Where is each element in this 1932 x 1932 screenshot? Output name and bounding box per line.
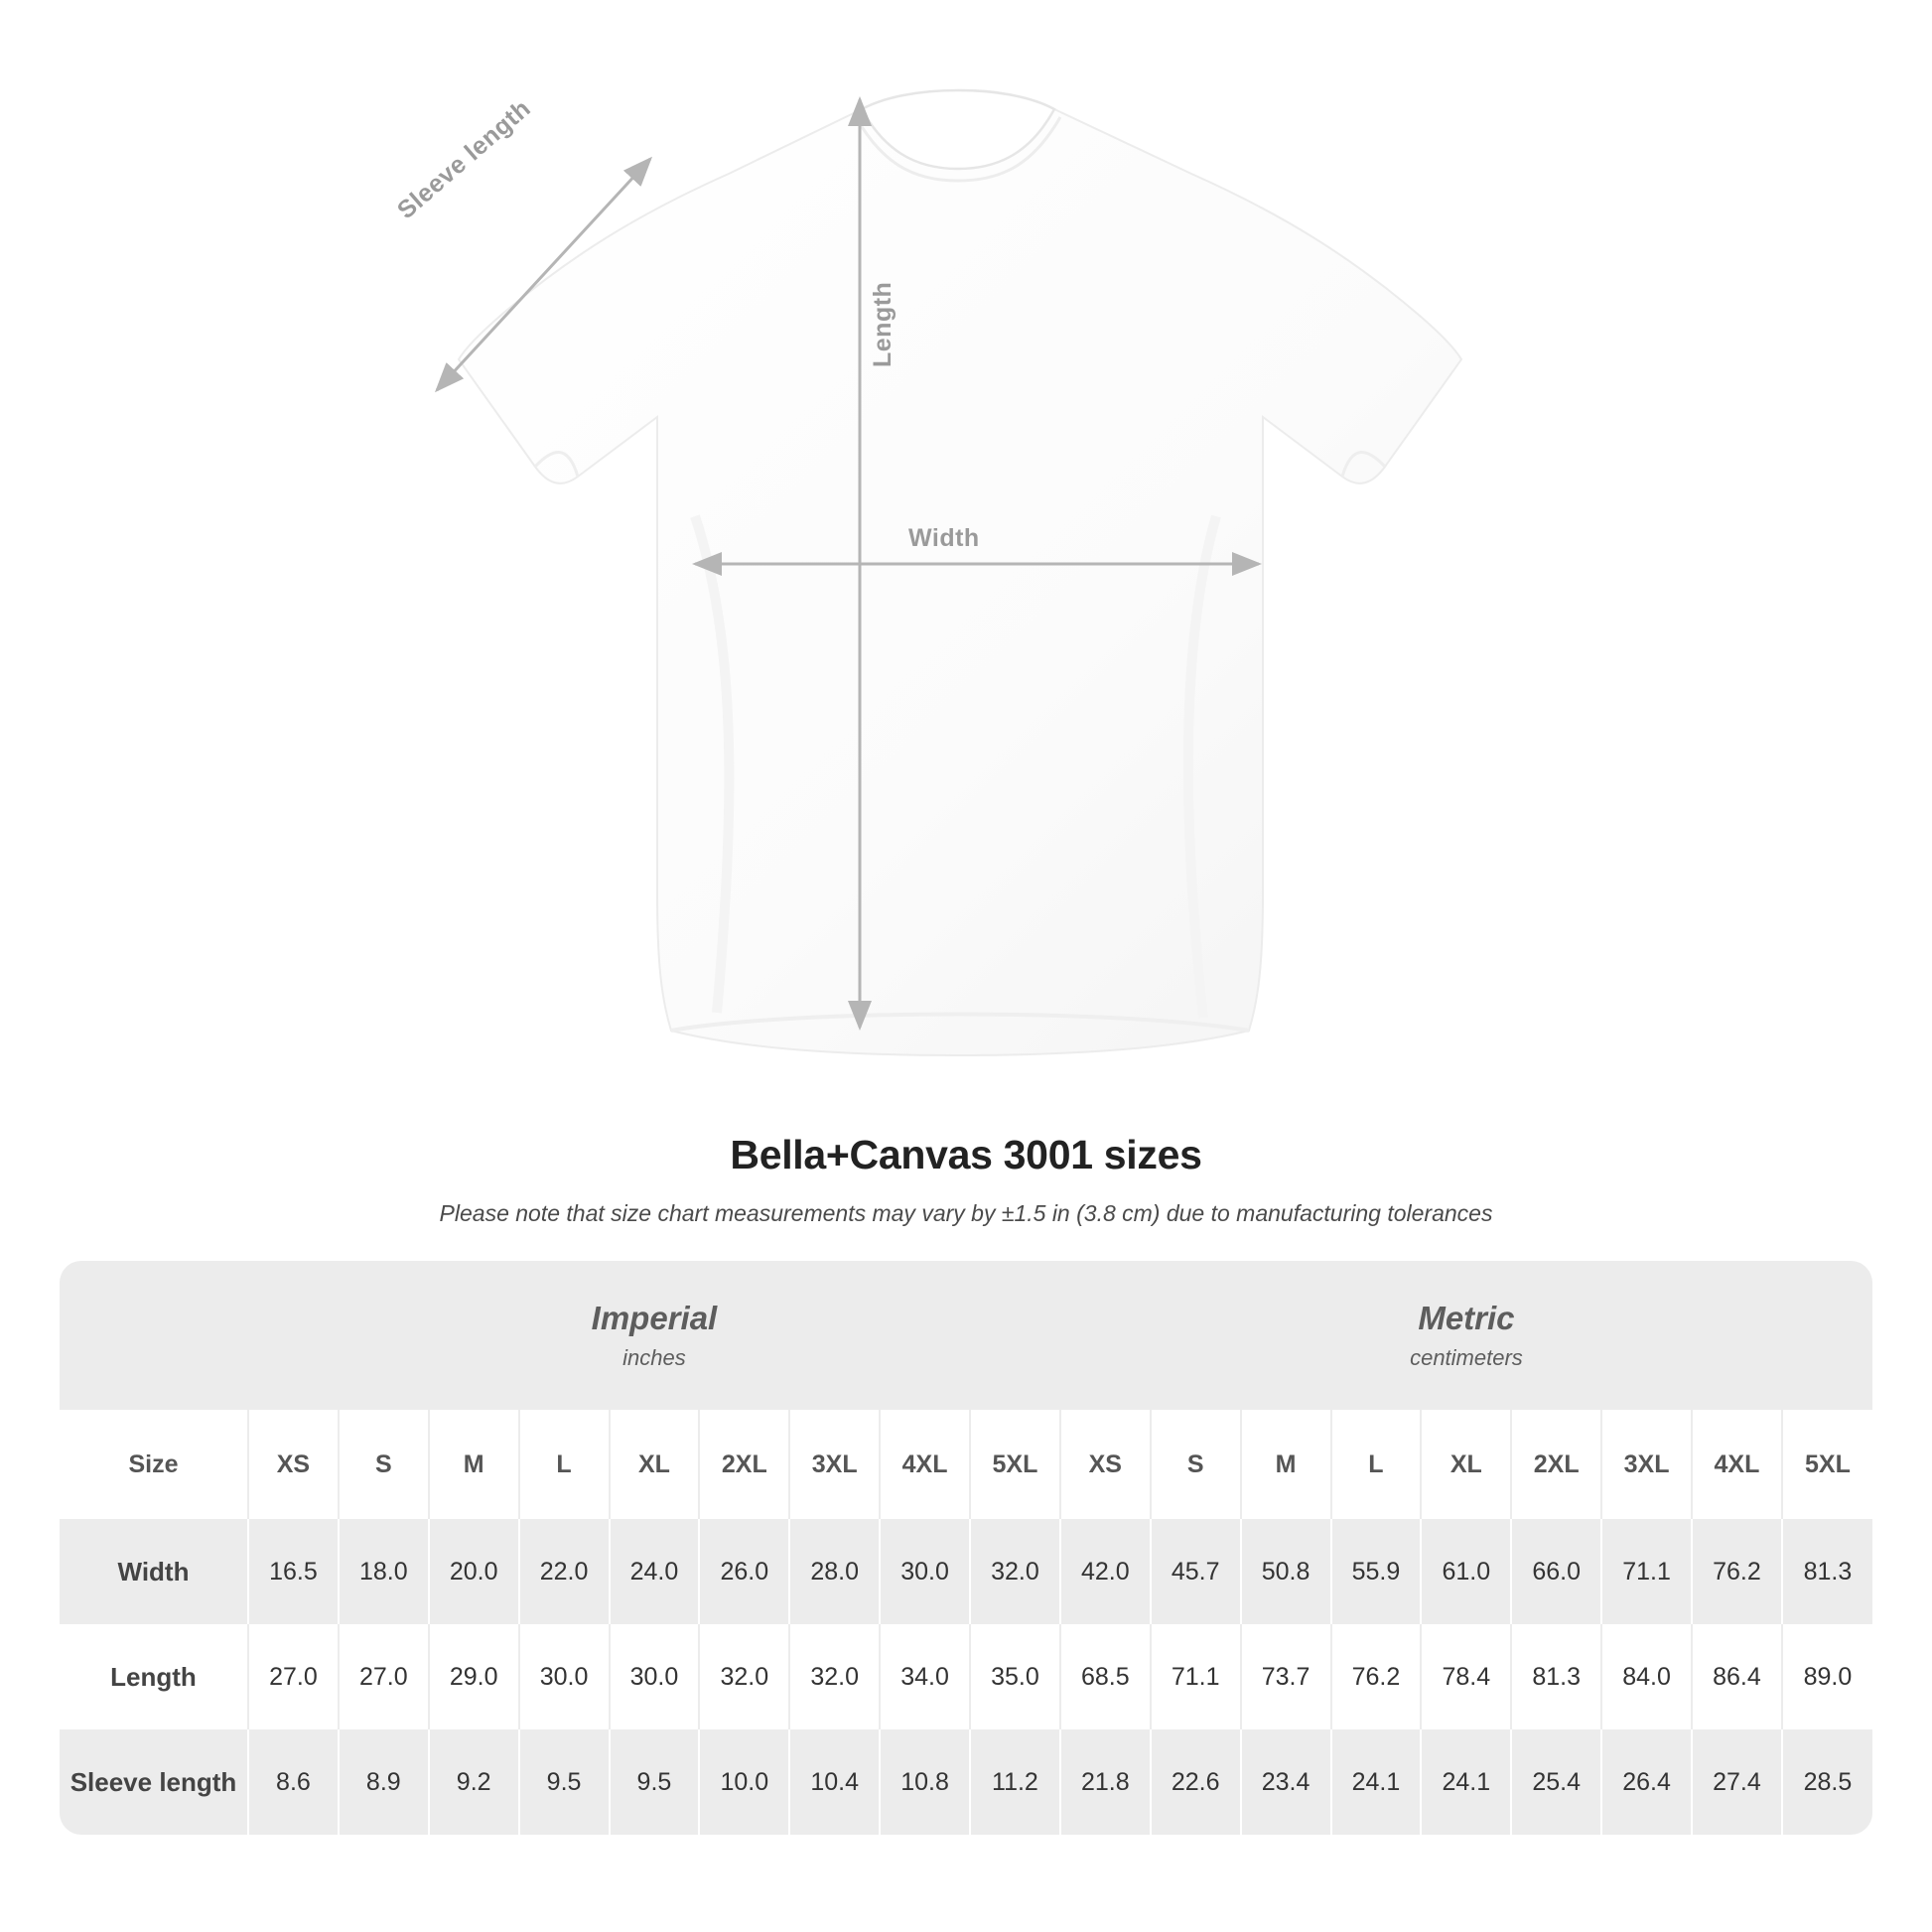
cell-width-imp-m: 20.0 [429,1519,519,1624]
size-header-met-m: M [1241,1410,1331,1519]
cell-sleeve-imp-l: 9.5 [519,1729,610,1835]
cell-length-imp-s: 27.0 [339,1624,429,1729]
cell-length-imp-xs: 27.0 [248,1624,339,1729]
cell-sleeve-met-xl: 24.1 [1421,1729,1511,1835]
cell-length-met-5xl: 89.0 [1782,1624,1872,1729]
size-header-met-4xl: 4XL [1692,1410,1782,1519]
cell-sleeve-imp-xs: 8.6 [248,1729,339,1835]
cell-width-imp-4xl: 30.0 [880,1519,970,1624]
table-row [60,1519,1872,1624]
unit-imperial-cell [248,1261,1060,1410]
cell-sleeve-met-2xl: 25.4 [1511,1729,1601,1835]
size-header-met-3xl: 3XL [1601,1410,1692,1519]
cell-sleeve-imp-s: 8.9 [339,1729,429,1835]
size-header-imp-xl: XL [610,1410,700,1519]
size-header-imp-2xl: 2XL [699,1410,789,1519]
cell-width-met-m: 50.8 [1241,1519,1331,1624]
cell-sleeve-met-4xl: 27.4 [1692,1729,1782,1835]
cell-width-met-xs: 42.0 [1060,1519,1151,1624]
cell-width-imp-5xl: 32.0 [970,1519,1060,1624]
size-header-imp-l: L [519,1410,610,1519]
cell-width-imp-xs: 16.5 [248,1519,339,1624]
unit-metric-name: Metric [1418,1300,1515,1336]
cell-width-met-5xl: 81.3 [1782,1519,1872,1624]
cell-length-imp-3xl: 32.0 [789,1624,880,1729]
size-header-met-2xl: 2XL [1511,1410,1601,1519]
cell-width-imp-2xl: 26.0 [699,1519,789,1624]
unit-metric-cell [1060,1261,1872,1410]
size-table [60,1261,1872,1835]
unit-corner-cell [60,1261,248,1410]
cell-sleeve-met-5xl: 28.5 [1782,1729,1872,1835]
cell-sleeve-met-xs: 21.8 [1060,1729,1151,1835]
size-table-wrapper [60,1261,1872,1835]
size-header-row [60,1410,1872,1519]
unit-header-row [60,1261,1872,1410]
cell-length-imp-4xl: 34.0 [880,1624,970,1729]
cell-width-met-2xl: 66.0 [1511,1519,1601,1624]
row-label-width: Width [60,1519,248,1624]
size-header-met-l: L [1331,1410,1422,1519]
cell-width-imp-s: 18.0 [339,1519,429,1624]
cell-sleeve-imp-5xl: 11.2 [970,1729,1060,1835]
size-header-met-xs: XS [1060,1410,1151,1519]
cell-sleeve-imp-xl: 9.5 [610,1729,700,1835]
size-header-imp-s: S [339,1410,429,1519]
cell-length-met-4xl: 86.4 [1692,1624,1782,1729]
cell-length-met-m: 73.7 [1241,1624,1331,1729]
cell-length-met-l: 76.2 [1331,1624,1422,1729]
size-header-imp-m: M [429,1410,519,1519]
cell-width-imp-xl: 24.0 [610,1519,700,1624]
cell-sleeve-imp-2xl: 10.0 [699,1729,789,1835]
cell-sleeve-met-3xl: 26.4 [1601,1729,1692,1835]
cell-length-met-3xl: 84.0 [1601,1624,1692,1729]
cell-width-met-3xl: 71.1 [1601,1519,1692,1624]
cell-length-imp-l: 30.0 [519,1624,610,1729]
cell-width-imp-3xl: 28.0 [789,1519,880,1624]
unit-metric-sub: centimeters [1410,1345,1523,1370]
length-label: Length [869,281,897,367]
cell-sleeve-imp-4xl: 10.8 [880,1729,970,1835]
unit-imperial-name: Imperial [591,1300,718,1336]
size-header-met-xl: XL [1421,1410,1511,1519]
size-header-imp-4xl: 4XL [880,1410,970,1519]
cell-width-met-4xl: 76.2 [1692,1519,1782,1624]
table-row [60,1729,1872,1835]
cell-length-imp-5xl: 35.0 [970,1624,1060,1729]
sleeve-length-label: Sleeve length [392,93,536,225]
row-label-length: Length [60,1624,248,1729]
cell-width-met-s: 45.7 [1151,1519,1241,1624]
shirt-shape [459,90,1461,1055]
unit-imperial-sub: inches [622,1345,686,1370]
table-row [60,1624,1872,1729]
tolerance-note: Please note that size chart measurements may vary by ±1.5 in (3.8 cm) due to manufacturing tolerances [439,1200,1493,1226]
size-header-imp-3xl: 3XL [789,1410,880,1519]
cell-length-imp-xl: 30.0 [610,1624,700,1729]
cell-length-imp-2xl: 32.0 [699,1624,789,1729]
cell-length-met-xs: 68.5 [1060,1624,1151,1729]
cell-sleeve-met-l: 24.1 [1331,1729,1422,1835]
size-header-met-5xl: 5XL [1782,1410,1872,1519]
cell-sleeve-met-m: 23.4 [1241,1729,1331,1835]
cell-length-imp-m: 29.0 [429,1624,519,1729]
cell-length-met-2xl: 81.3 [1511,1624,1601,1729]
cell-width-imp-l: 22.0 [519,1519,610,1624]
width-label: Width [908,524,980,552]
title-block [0,1132,1932,1227]
cell-width-met-l: 55.9 [1331,1519,1422,1624]
row-label-sleeve-length: Sleeve length [60,1729,248,1835]
page-title: Bella+Canvas 3001 sizes [730,1132,1202,1177]
cell-width-met-xl: 61.0 [1421,1519,1511,1624]
cell-length-met-s: 71.1 [1151,1624,1241,1729]
size-header-imp-5xl: 5XL [970,1410,1060,1519]
size-header-met-s: S [1151,1410,1241,1519]
cell-sleeve-met-s: 22.6 [1151,1729,1241,1835]
size-header-label: Size [60,1410,248,1519]
cell-sleeve-imp-3xl: 10.4 [789,1729,880,1835]
cell-length-met-xl: 78.4 [1421,1624,1511,1729]
size-header-imp-xs: XS [248,1410,339,1519]
cell-sleeve-imp-m: 9.2 [429,1729,519,1835]
